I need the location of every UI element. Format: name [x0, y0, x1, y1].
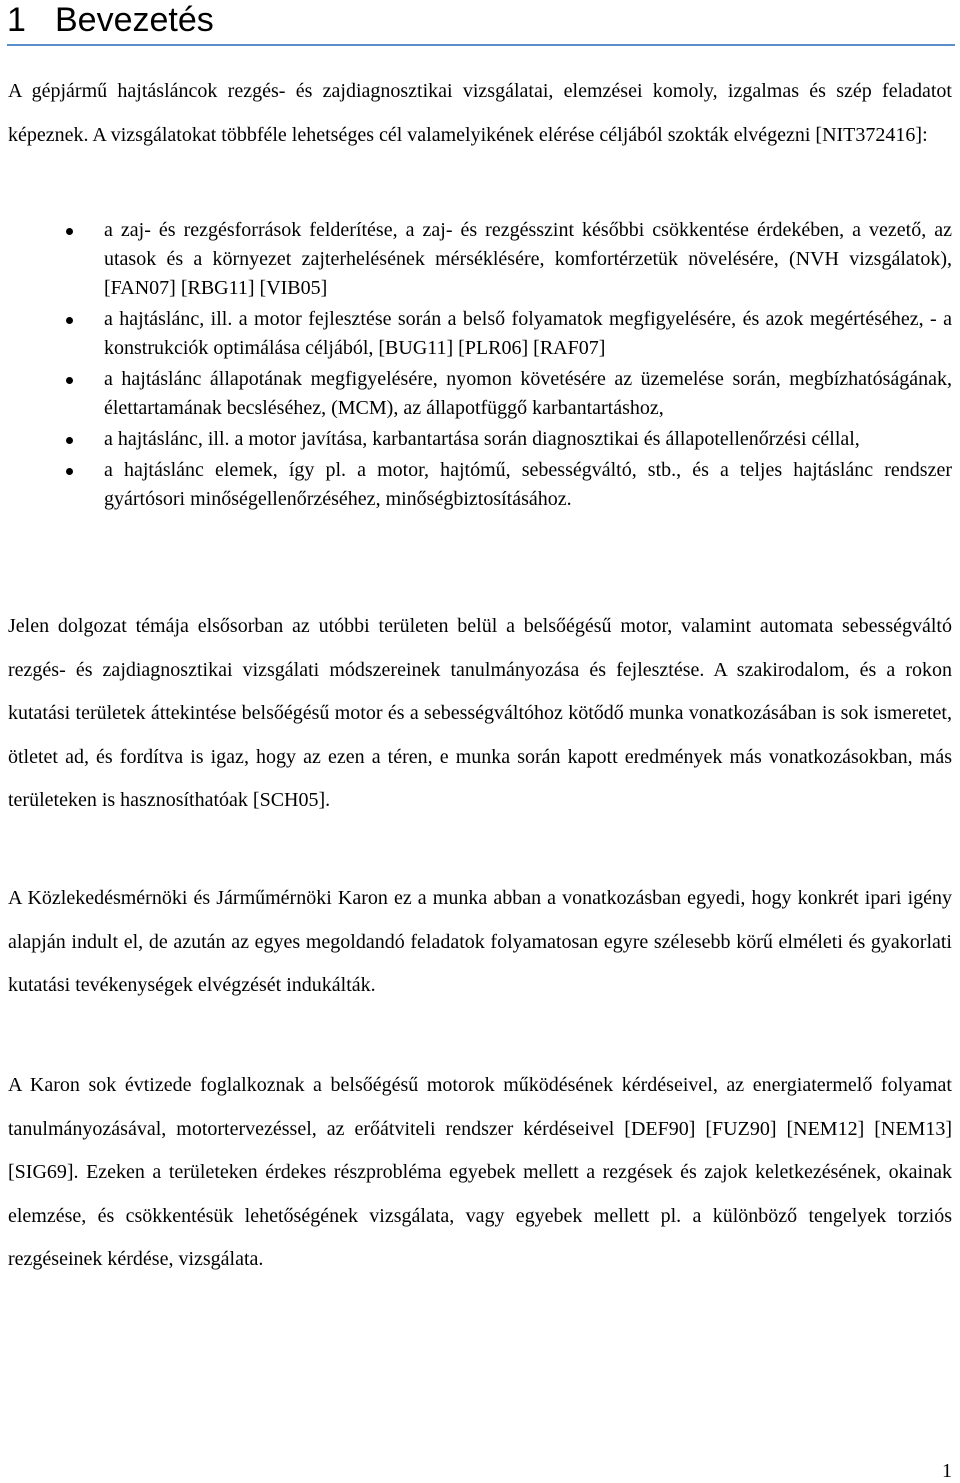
body-paragraph: A Karon sok évtizede foglalkoznak a belsőégésű motorok működésének kérdéseivel, az energiatermelő folyamat tanulmányozásával, motortervezéssel, az erőátviteli rendszer kérdéseivel [DEF90] [FUZ90] [NEM12] [NEM13] [SIG69]. Ezeken a területeken érdekes részprobléma egyebek mellett a rezgések és zajok keletkezésének, okainak elemzése, és csökkentésük lehetőségének vizsgálata, vagy egyebek mellett pl. a különböző tengelyek torziós rezgéseinek kérdése, vizsgálata. — [8, 1074, 952, 1270]
list-item — [104, 456, 952, 514]
bullet-icon — [66, 468, 73, 475]
list-item-text: a zaj- és rezgésforrások felderítése, a zaj- és rezgésszint későbbi csökkentése érdekében, a vezető, az utasok és a környezet zajterhelésének mérséklésére, komfortérzetük növelésére, (NVH vizsgálatok), [FAN07] [RBG11] [VIB05] — [104, 219, 952, 299]
body-paragraph: A Közlekedésmérnöki és Járműmérnöki Karon ez a munka abban a vonatkozásban egyedi, hogy konkrét ipari igény alapján indult el, de azután az egyes megoldandó feladatok folyamatosan egyre szélesebb körű elméleti és gyakorlati kutatási tevékenységek elvégzését indukálták. — [8, 887, 952, 996]
list-item — [104, 216, 952, 303]
section-title: Bevezetés — [55, 1, 214, 39]
intro-paragraph: A gépjármű hajtásláncok rezgés- és zajdiagnosztikai vizsgálatai, elemzései komoly, izgalmas és szép feladatot képeznek. A vizsgálatokat többféle lehetséges cél valamelyikének elérése céljából szokták elvégezni [NIT372416]: — [8, 80, 952, 146]
body-paragraph: Jelen dolgozat témája elsősorban az utóbbi területen belül a belsőégésű motor, valamint automata sebességváltó rezgés- és zajdiagnosztikai vizsgálati módszereinek tanulmányozása és fejlesztése. A szakirodalom, és a rokon kutatási területek áttekintése belsőégésű motor és a sebességváltóhoz kötődő munka vonatkozásában is sok ismeretet, ötletet ad, és fordítva is igaz, hogy az ezen a téren, e munka során kapott eredmények más vonatkozásokban, más területeken is hasznosíthatóak [SCH05]. — [8, 615, 952, 811]
section-number: 1 — [7, 1, 26, 39]
list-item — [104, 425, 952, 454]
list-item — [104, 305, 952, 363]
bullet-icon — [66, 377, 73, 384]
list-item — [104, 365, 952, 423]
list-item-text: a hajtáslánc elemek, így pl. a motor, hajtómű, sebességváltó, stb., és a teljes hajtáslánc rendszer gyártósori minőségellenőrzéséhez, minőségbiztosításához. — [104, 459, 952, 510]
list-item-text: a hajtáslánc, ill. a motor fejlesztése során a belső folyamatok megfigyelésére, és azok megértéséhez, - a konstrukciók optimálása céljából, [BUG11] [PLR06] [RAF07] — [104, 308, 952, 359]
section-heading — [7, 0, 955, 46]
page-number: 1 — [942, 1460, 952, 1482]
bullet-list — [104, 216, 952, 514]
bullet-icon — [66, 317, 73, 324]
bullet-icon — [66, 437, 73, 444]
list-item-text: a hajtáslánc, ill. a motor javítása, karbantartása során diagnosztikai és állapotellenőrzési céllal, — [104, 428, 860, 450]
bullet-icon — [66, 228, 73, 235]
list-item-text: a hajtáslánc állapotának megfigyelésére, nyomon követésére az üzemelése során, megbízhatóságának, élettartamának becsléséhez, (MCM), az állapotfüggő karbantartáshoz, — [104, 368, 952, 419]
